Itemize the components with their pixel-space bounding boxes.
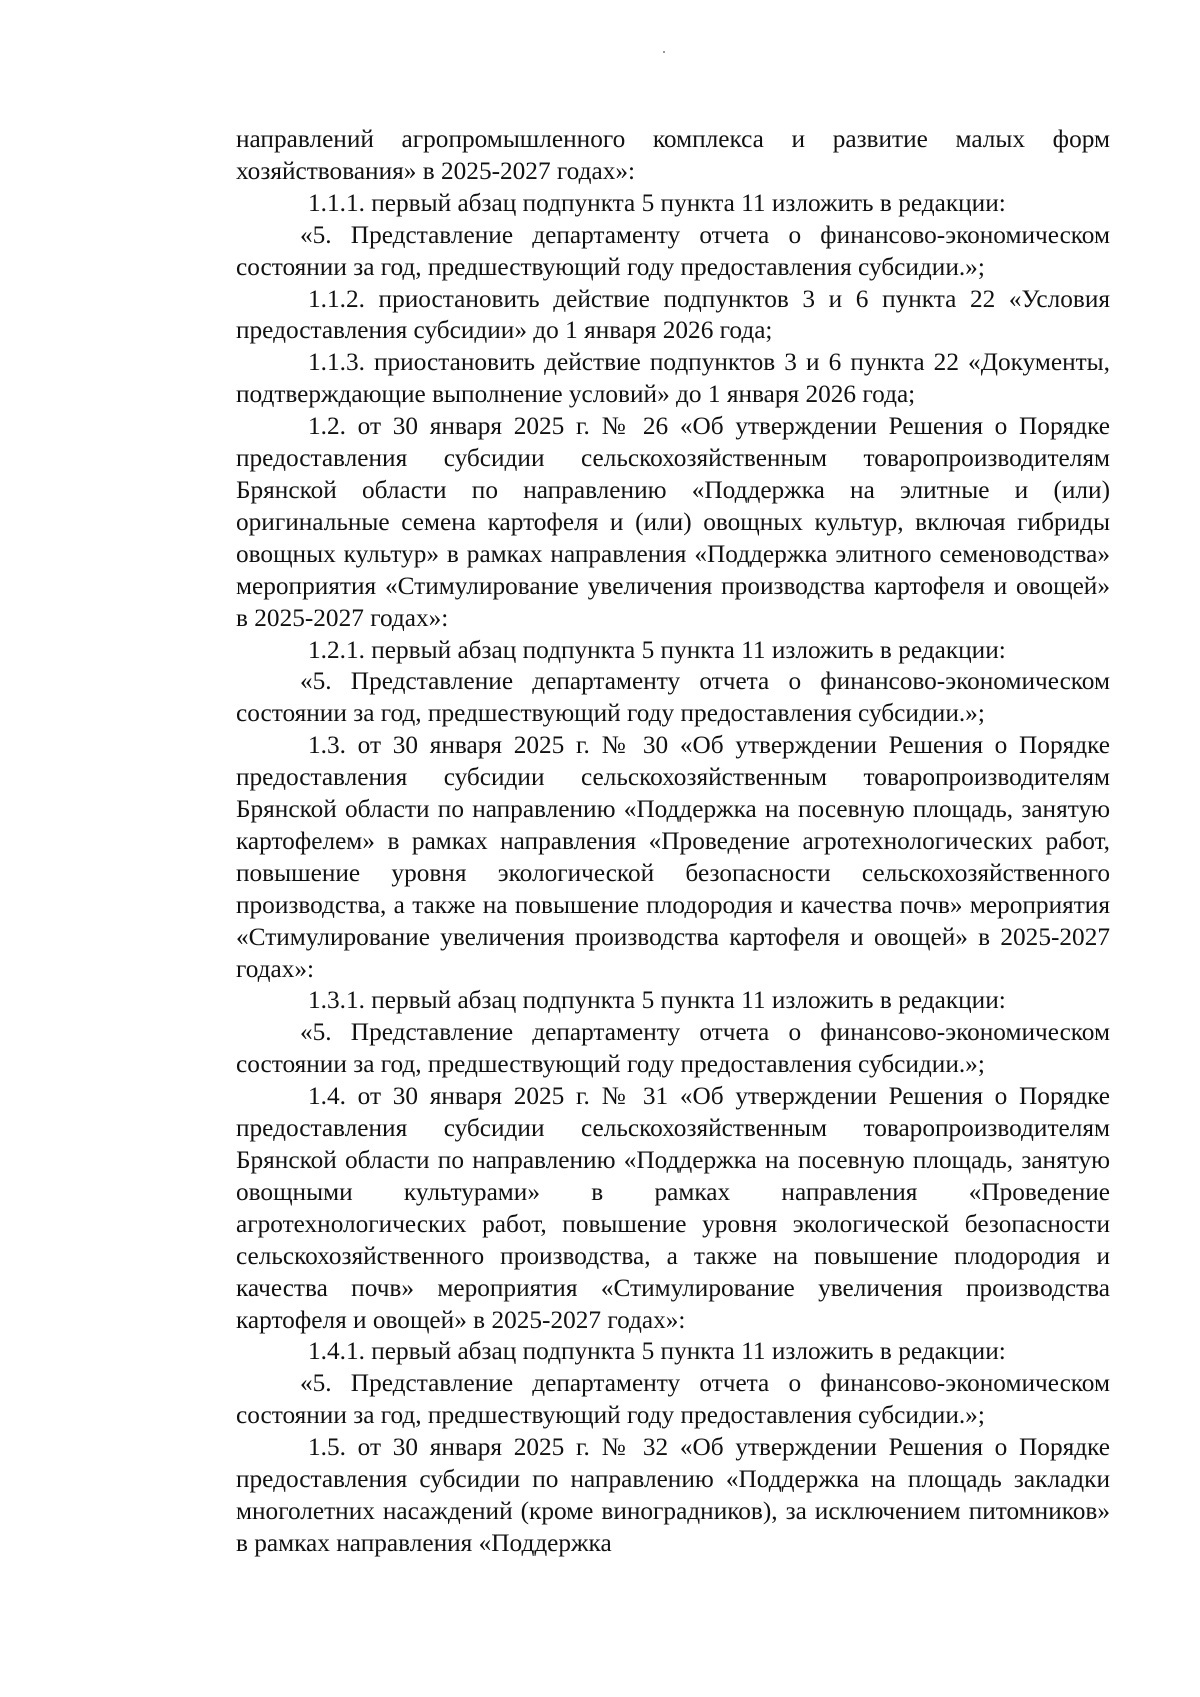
paragraph-1-4-1: 1.4.1. первый абзац подпункта 5 пункта 11 изложить в редакции: — [308, 1337, 1006, 1366]
paragraph-1-3-1: 1.3.1. первый абзац подпункта 5 пункта 11 изложить в редакции: — [308, 986, 1006, 1015]
scan-speck — [663, 51, 665, 53]
document-body — [236, 124, 1110, 1560]
paragraph-continuation: направлений агропромышленного комплекса и развитие малых форм хозяйствования» в 2025-2027 годах»: — [236, 125, 1110, 185]
paragraph-1-3: 1.3. от 30 января 2025 г. № 30 «Об утверждении Решения о Порядке предоставления субсидии сельскохозяйственным товаропроизводителям Брянской области по направлению «Поддержка на посевную площадь, занятую картофелем» в рамках направления «Проведение агротехнологических работ, повышение уровня экологической безопасности сельскохозяйственного производства, а также на повышение плодородия и качества почв» мероприятия «Стимулирование увеличения производства картофеля и овощей» в 2025-2027 годах»: — [236, 731, 1110, 983]
paragraph-1-1-3: 1.1.3. приостановить действие подпунктов 3 и 6 пункта 22 «Документы, подтверждающие выполнение условий» до 1 января 2026 года; — [236, 348, 1110, 409]
paragraph-1-1-1: 1.1.1. первый абзац подпункта 5 пункта 11 изложить в редакции: — [308, 188, 1006, 217]
paragraph-1-2: 1.2. от 30 января 2025 г. № 26 «Об утверждении Решения о Порядке предоставления субсидии сельскохозяйственным товаропроизводителям Брянской области по направлению «Поддержка на элитные и (или) оригинальные семена картофеля и (или) овощных культур, включая гибриды овощных культур» в рамках направления «Поддержка элитного семеноводства» мероприятия «Стимулирование увеличения производства картофеля и овощей» в 2025-2027 годах»: — [236, 412, 1110, 632]
paragraph-1-5: 1.5. от 30 января 2025 г. № 32 «Об утверждении Решения о Порядке предоставления субсидии по направлению «Поддержка на площадь закладки многолетних насаждений (кроме виноградников), за исключением питомников» в рамках направления «Поддержка — [236, 1433, 1110, 1557]
paragraph-1-4-1-quote: «5. Представление департаменту отчета о финансово-экономическом состоянии за год, предшествующий году предоставления субсидии.»; — [236, 1369, 1110, 1430]
paragraph-1-3-1-quote: «5. Представление департаменту отчета о финансово-экономическом состоянии за год, предшествующий году предоставления субсидии.»; — [236, 1018, 1110, 1079]
paragraph-1-2-1: 1.2.1. первый абзац подпункта 5 пункта 11 изложить в редакции: — [308, 635, 1006, 664]
paragraph-1-2-1-quote: «5. Представление департаменту отчета о финансово-экономическом состоянии за год, предшествующий году предоставления субсидии.»; — [236, 667, 1110, 728]
paragraph-1-1-2: 1.1.2. приостановить действие подпунктов 3 и 6 пункта 22 «Условия предоставления субсидии» до 1 января 2026 года; — [236, 284, 1110, 345]
paragraph-1-4: 1.4. от 30 января 2025 г. № 31 «Об утверждении Решения о Порядке предоставления субсидии сельскохозяйственным товаропроизводителям Брянской области по направлению «Поддержка на посевную площадь, занятую овощными культурами» в рамках направления «Проведение агротехнологических работ, повышение уровня экологической безопасности сельскохозяйственного производства, а также на повышение плодородия и качества почв» мероприятия «Стимулирование увеличения производства картофеля и овощей» в 2025-2027 годах»: — [236, 1082, 1110, 1334]
paragraph-1-1-1-quote: «5. Представление департаменту отчета о финансово-экономическом состоянии за год, предшествующий году предоставления субсидии.»; — [236, 220, 1110, 281]
